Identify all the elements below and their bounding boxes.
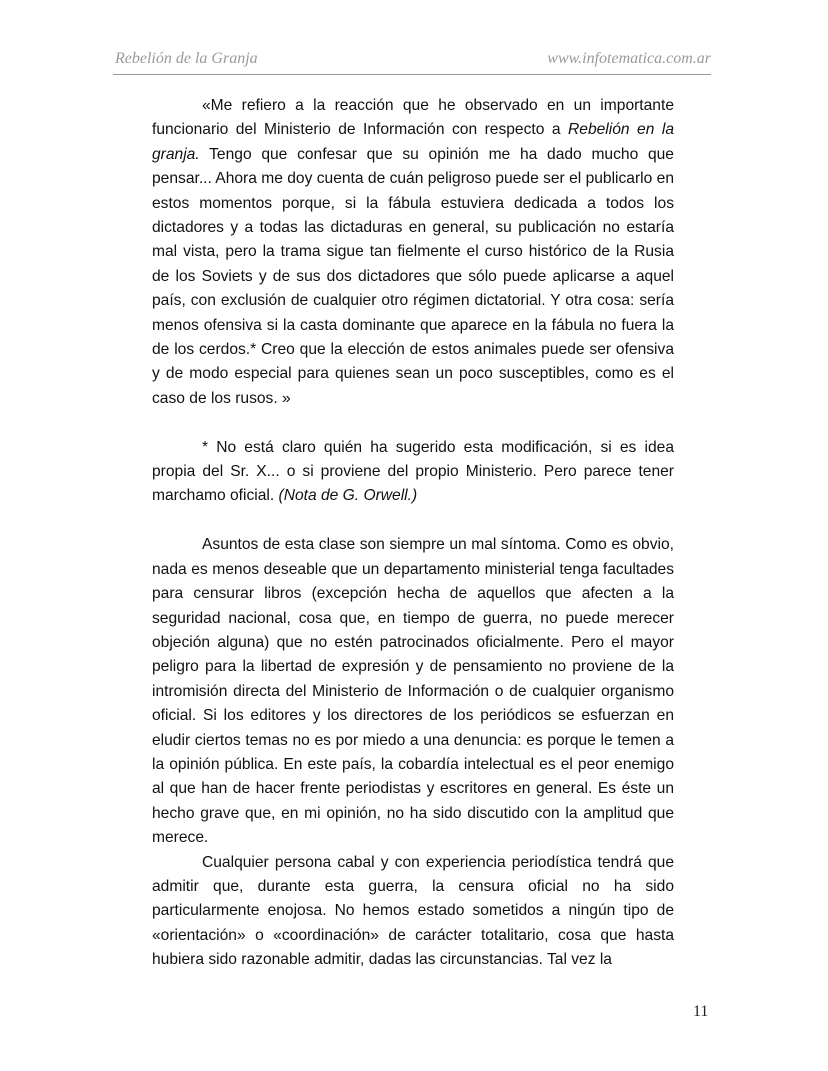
footnote-attribution: (Nota de G. Orwell.) bbox=[278, 487, 418, 505]
quote-text-start: «Me refiero a la reacción que he observado en un importante funcionario del Ministerio de Información con respecto a bbox=[152, 97, 674, 139]
website-url: www.infotematica.com.ar bbox=[547, 50, 711, 67]
body-paragraph: Asuntos de esta clase son siempre un mal síntoma. Como es obvio, nada es menos deseable que un departamento ministerial tenga facultades para censurar libros (excepción hecha de aquellos que afecten a la seguridad nacional, cosa que, en tiempo de guerra, no puede merecer objeción alguna) que no estén patrocinados oficialmente. Pero el mayor peligro para la libertad de expresión y de pensamiento no proviene de la intromisión directa del Ministerio de Información o de cualquier organismo oficial. Si los editores y los directores de los periódicos se esfuerzan en eludir ciertos temas no es por miedo a una denuncia: es porque le temen a la opinión pública. En este país, la cobardía intelectual es el peor enemigo al que han de hacer frente periodistas y escritores en general. Es éste un hecho grave que, en mi opinión, no ha sido discutido con la amplitud que merece. bbox=[152, 536, 674, 847]
page-header bbox=[113, 46, 711, 75]
footnote-text: * No está claro quién ha sugerido esta modificación, si es idea propia del Sr. X... o si proviene del propio Ministerio. Pero parece tener marchamo oficial. bbox=[152, 438, 674, 505]
footnote-paragraph bbox=[152, 436, 674, 509]
book-title-header: Rebelión de la Granja bbox=[115, 50, 258, 67]
page-content bbox=[152, 94, 674, 973]
page-number: 11 bbox=[693, 1003, 709, 1020]
quoted-book-title: Rebelión en la granja. bbox=[152, 121, 675, 163]
quote-text-end: Tengo que confesar que su opinión me ha dado mucho que pensar... Ahora me doy cuenta de cuán peligroso puede ser el publicarlo en estos momentos porque, si la fábula estuviera dedicada a todos los dictadores y a todas las dictaduras en general, su publicación no estaría mal vista, pero la trama sigue tan fielmente el curso histórico de la Rusia de los Soviets y de sus dos dictadores que sólo puede aplicarse a aquel país, con exclusión de cualquier otro régimen dictatorial. Y otra cosa: sería menos ofensiva si la casta dominante que aparece en la fábula no fuera la de los cerdos.* Creo que la elección de estos animales puede ser ofensiva y de modo especial para quienes sean un poco susceptibles, como es el caso de los rusos. » bbox=[152, 145, 674, 407]
body-paragraph: Cualquier persona cabal y con experiencia periodística tendrá que admitir que, durante esta guerra, la censura oficial no ha sido particularmente enojosa. No hemos estado sometidos a ningún tipo de «orientación» o «coordinación» de carácter totalitario, cosa que hasta hubiera sido razonable admitir, dadas las circunstancias. Tal vez la bbox=[152, 853, 674, 969]
quote-paragraph bbox=[152, 94, 674, 411]
